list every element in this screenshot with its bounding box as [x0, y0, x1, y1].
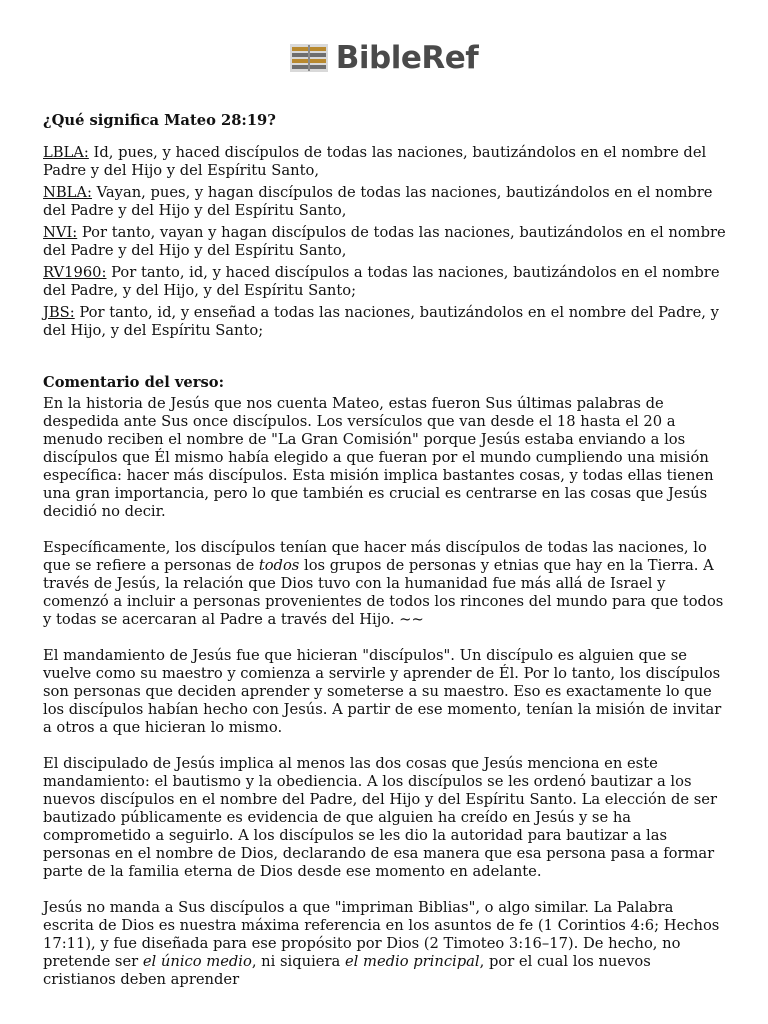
version-link-jbs[interactable]: JBS:	[43, 304, 75, 321]
paragraph-5-emphasis-1: el único medio	[142, 953, 252, 970]
page-title: ¿Qué significa Mateo 28:19?	[43, 112, 276, 129]
verse-lbla	[43, 144, 728, 180]
version-link-rv1960[interactable]: RV1960:	[43, 264, 107, 281]
verse-nvi	[43, 224, 728, 260]
verse-text-rv1960: Por tanto, id, y haced discípulos a todas las naciones, bautizándolos en el nombre del Padre, y del Hijo, y del Espíritu Santo;	[43, 264, 720, 299]
commentary-paragraph-4: El discipulado de Jesús implica al menos las dos cosas que Jesús menciona en este mandamiento: el bautismo y la obediencia. A los discípulos se les ordenó bautizar a los nuevos discípulos en el nombre del Padre, del Hijo y del Espíritu Santo. La elección de ser bautizado públicamente es evidencia de que alguien ha creído en Jesús y se ha comprometido a seguirlo. A los discípulos se les dio la autoridad para bautizar a las personas en el nombre de Dios, declarando de esa manera que esa persona pasa a formar parte de la familia eterna de Dios desde ese momento en adelante.	[43, 755, 717, 880]
commentary-paragraph-2	[43, 539, 728, 629]
commentary-paragraph-1: En la historia de Jesús que nos cuenta Mateo, estas fueron Sus últimas palabras de despedida ante Sus once discípulos. Los versículos que van desde el 18 hasta el 20 a menudo reciben el nombre de "La Gran Comisión" porque Jesús estaba enviando a los discípulos que Él mismo había elegido a que fueran por el mundo cumpliendo una misión específica: hacer más discípulos. Esta misión implica bastantes cosas, y todas ellas tienen una gran importancia, pero lo que también es crucial es centrarse en las cosas que Jesús decidió no decir.	[43, 395, 714, 520]
verse-text-jbs: Por tanto, id, y enseñad a todas las naciones, bautizándolos en el nombre del Padre, y del Hijo, y del Espíritu Santo;	[43, 304, 719, 339]
commentary-paragraph-5	[43, 899, 728, 989]
verse-text-nvi: Por tanto, vayan y hagan discípulos de todas las naciones, bautizándolos en el nombre del Padre y del Hijo y del Espíritu Santo,	[43, 224, 726, 259]
site-header	[0, 38, 768, 78]
book-stack-icon	[290, 43, 328, 73]
verse-text-lbla: Id, pues, y haced discípulos de todas las naciones, bautizándolos en el nombre del Padre y del Hijo y del Espíritu Santo,	[43, 144, 707, 179]
logo-text: BibleRef	[335, 40, 479, 76]
paragraph-5-text-c: , por el cual los nuevos cristianos deben aprender	[43, 953, 651, 988]
commentary-paragraph-3: El mandamiento de Jesús fue que hicieran "discípulos". Un discípulo es alguien que se vuelve como su maestro y comienza a servirle y aprender de Él. Por lo tanto, los discípulos son personas que deciden aprender y someterse a su maestro. Eso es exactamente lo que los discípulos habían hecho con Jesús. A partir de ese momento, tenían la misión de invitar a otros a que hicieran lo mismo.	[43, 647, 722, 736]
paragraph-2-emphasis: todos	[258, 557, 300, 574]
verse-jbs	[43, 304, 728, 340]
paragraph-5-emphasis-2: el medio principal	[344, 953, 480, 970]
verse-rv1960	[43, 264, 728, 300]
version-link-lbla[interactable]: LBLA:	[43, 144, 89, 161]
paragraph-5-text-a: Jesús no manda a Sus discípulos a que "impriman Biblias", o algo similar. La Palabra escrita de Dios es nuestra máxima referencia en los asuntos de fe (1 Corintios 4:6; Hechos 17:11), y fue diseñada para ese propósito por Dios (2 Timoteo 3:16–17). De hecho, no pretende ser	[43, 899, 720, 970]
paragraph-2-text-a: Específicamente, los discípulos tenían que hacer más discípulos de todas las naciones, lo que se refiere a personas de	[43, 539, 707, 574]
paragraph-5-text-b: , ni siquiera	[251, 953, 345, 970]
verse-nbla	[43, 184, 728, 220]
commentary-heading: Comentario del verso:	[43, 374, 224, 391]
bibleref-logo[interactable]	[290, 40, 478, 76]
paragraph-2-text-b: los grupos de personas y etnias que hay en la Tierra. A través de Jesús, la relación que Dios tuvo con la humanidad fue más allá de Israel y comenzó a incluir a personas provenientes de todos los rincones del mundo para que todos y todas se acercaran al Padre a través del Hijo. ~~	[43, 557, 724, 628]
version-link-nvi[interactable]: NVI:	[43, 224, 78, 241]
version-link-nbla[interactable]: NBLA:	[43, 184, 92, 201]
article-content	[43, 112, 728, 1007]
verse-text-nbla: Vayan, pues, y hagan discípulos de todas las naciones, bautizándolos en el nombre del Padre y del Hijo y del Espíritu Santo,	[43, 184, 713, 219]
